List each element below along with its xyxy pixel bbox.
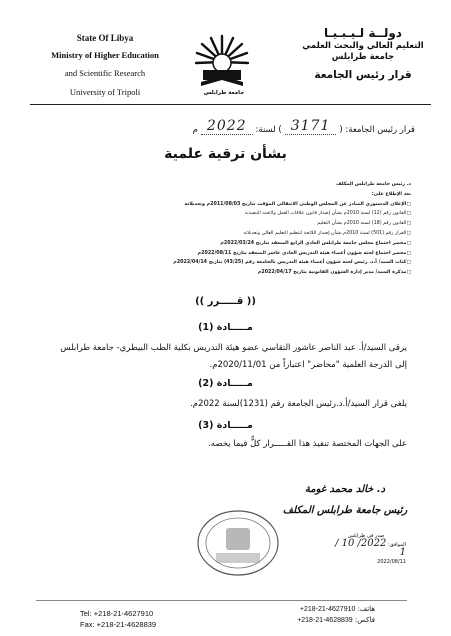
issue-date-row bbox=[326, 540, 406, 558]
footer-ar-fax: +218-21-4628839 bbox=[297, 617, 353, 624]
decree-mid: ) لسنة: bbox=[255, 125, 282, 135]
article-1-text: يرقى السيد/أ. عبد الناصر عاشور التقاسي عضو هيئة التدريس بكلية الطب البيطري- جامعة طرابلس إلى الدرجة العلمية "محاضر" اعتباراً من 2020/11/01م. bbox=[60, 343, 407, 370]
article-1-heading: مـــــادة (1) bbox=[198, 322, 253, 333]
issue-info bbox=[326, 532, 406, 566]
university-emblem-icon bbox=[193, 32, 251, 90]
preamble-item: □كتاب السيد/ أ.د. رئيس لجنة شؤون أعضاء هيئة التدريس بالجامعة رقم (43/25) بتاريخ 2022/04/14م bbox=[173, 260, 411, 266]
footer-ar-tel-row bbox=[297, 604, 375, 615]
footer-divider bbox=[36, 600, 407, 601]
signature-block bbox=[275, 484, 415, 516]
preamble-after-review: بعد الإطلاع على: bbox=[371, 191, 411, 197]
article-3-heading: مـــــادة (3) bbox=[198, 420, 253, 431]
preamble-intro: د. رئيس جامعة طرابلس المكلف bbox=[336, 182, 411, 187]
decree-number: 3171 bbox=[285, 118, 337, 135]
issue-date-label: الموافق: bbox=[387, 542, 406, 548]
footer-ar-tel-label: هاتف: bbox=[357, 605, 375, 613]
header-university: University of Tripoli bbox=[69, 86, 141, 97]
decree-year: 2022 bbox=[201, 118, 253, 135]
emblem-caption: جامعة طرابلس bbox=[203, 90, 245, 96]
issue-date: 2022/ 10 / 1 bbox=[335, 538, 406, 558]
preamble bbox=[86, 180, 411, 278]
article-3-text: على الجهات المختصة تنفيذ هذا القـــــرار كلٌّ فيما يخصه. bbox=[208, 439, 407, 449]
preamble-item: □القرار رقم (501) لسنة 2010م بشأن إصدار اللائحة لتنظيم التعليم العالي وتعديلاته bbox=[243, 230, 411, 236]
decree-suffix: م bbox=[192, 125, 198, 135]
footer-en bbox=[80, 608, 156, 630]
header-divider bbox=[30, 104, 431, 105]
preamble-item: □القانون رقم (12) لسنة 2010م بشأن إصدار قانون علاقات العمل ولائحته التنفيذية bbox=[244, 211, 411, 217]
footer-ar bbox=[297, 604, 375, 626]
header-ministry: Ministry of Higher Education bbox=[51, 49, 159, 60]
english-header bbox=[40, 34, 170, 97]
header-ar-university: جامعة طرابلس bbox=[331, 51, 395, 62]
issue-ref: 2022/08/11 bbox=[377, 559, 406, 565]
header-ar-state: دولــة لـيـبـيـا bbox=[324, 26, 402, 40]
footer-tel: Tel: +218-21-4627910 bbox=[80, 609, 154, 618]
decree-subject: بشأن ترقية علمية bbox=[164, 146, 287, 162]
article-2-heading: مـــــادة (2) bbox=[198, 378, 253, 389]
header-ar-decree-title: قرار رئيس الجامعة bbox=[314, 69, 412, 82]
article-2-text: يلغى قرار السيد/أ.د.رئيس الجامعة رقم (1231)لسنة 2022م. bbox=[190, 399, 407, 409]
header-state: State Of Libya bbox=[76, 33, 134, 43]
signatory-name: د. خالد محمد غومة bbox=[304, 484, 386, 495]
footer-ar-fax-row bbox=[297, 615, 375, 626]
decree-number-line bbox=[193, 118, 415, 135]
footer-ar-fax-label: فاكس: bbox=[354, 616, 375, 624]
preamble-item: □الإعلان الدستوري الصادر عن المجلس الوطني الانتقالي المؤقت بتاريخ 2011/08/03م وتعديلاته bbox=[184, 201, 411, 207]
decree-resolves: (( قـــــرر )) bbox=[195, 296, 256, 307]
preamble-item: □القانون رقم (18) لسنة 2010م بشأن التعليم bbox=[317, 221, 411, 227]
decree-prefix: قرار رئيس الجامعة: ( bbox=[339, 125, 415, 135]
signatory-title: رئيس جامعة طرابلس المكلف bbox=[282, 505, 408, 516]
preamble-item: □محضر اجتماع مجلس جامعة طرابلس العادي الرابع المنعقد بتاريخ 2022/03/24م bbox=[220, 240, 411, 246]
header-ar-ministry: التعليم العالي والبحث العلمي bbox=[302, 41, 424, 51]
footer-ar-tel: +218-21-4627910 bbox=[299, 606, 356, 613]
official-stamp-icon bbox=[196, 508, 280, 578]
header-ministry-cont: and Scientific Research bbox=[64, 68, 146, 79]
issue-label: صدر في طرابلس bbox=[347, 533, 385, 539]
preamble-item: □محضر اجتماع لجنة شؤون أعضاء هيئة التدريس العادي عاشر المنعقد بتاريخ 2022/08/11م bbox=[197, 250, 411, 256]
footer-fax: Fax: +218-21-4628839 bbox=[80, 620, 157, 629]
arabic-header bbox=[293, 26, 433, 82]
preamble-item: □مذكرة السيد/ مدير إدارة الشؤون القانونية بتاريخ 2022/04/17م bbox=[257, 270, 411, 276]
